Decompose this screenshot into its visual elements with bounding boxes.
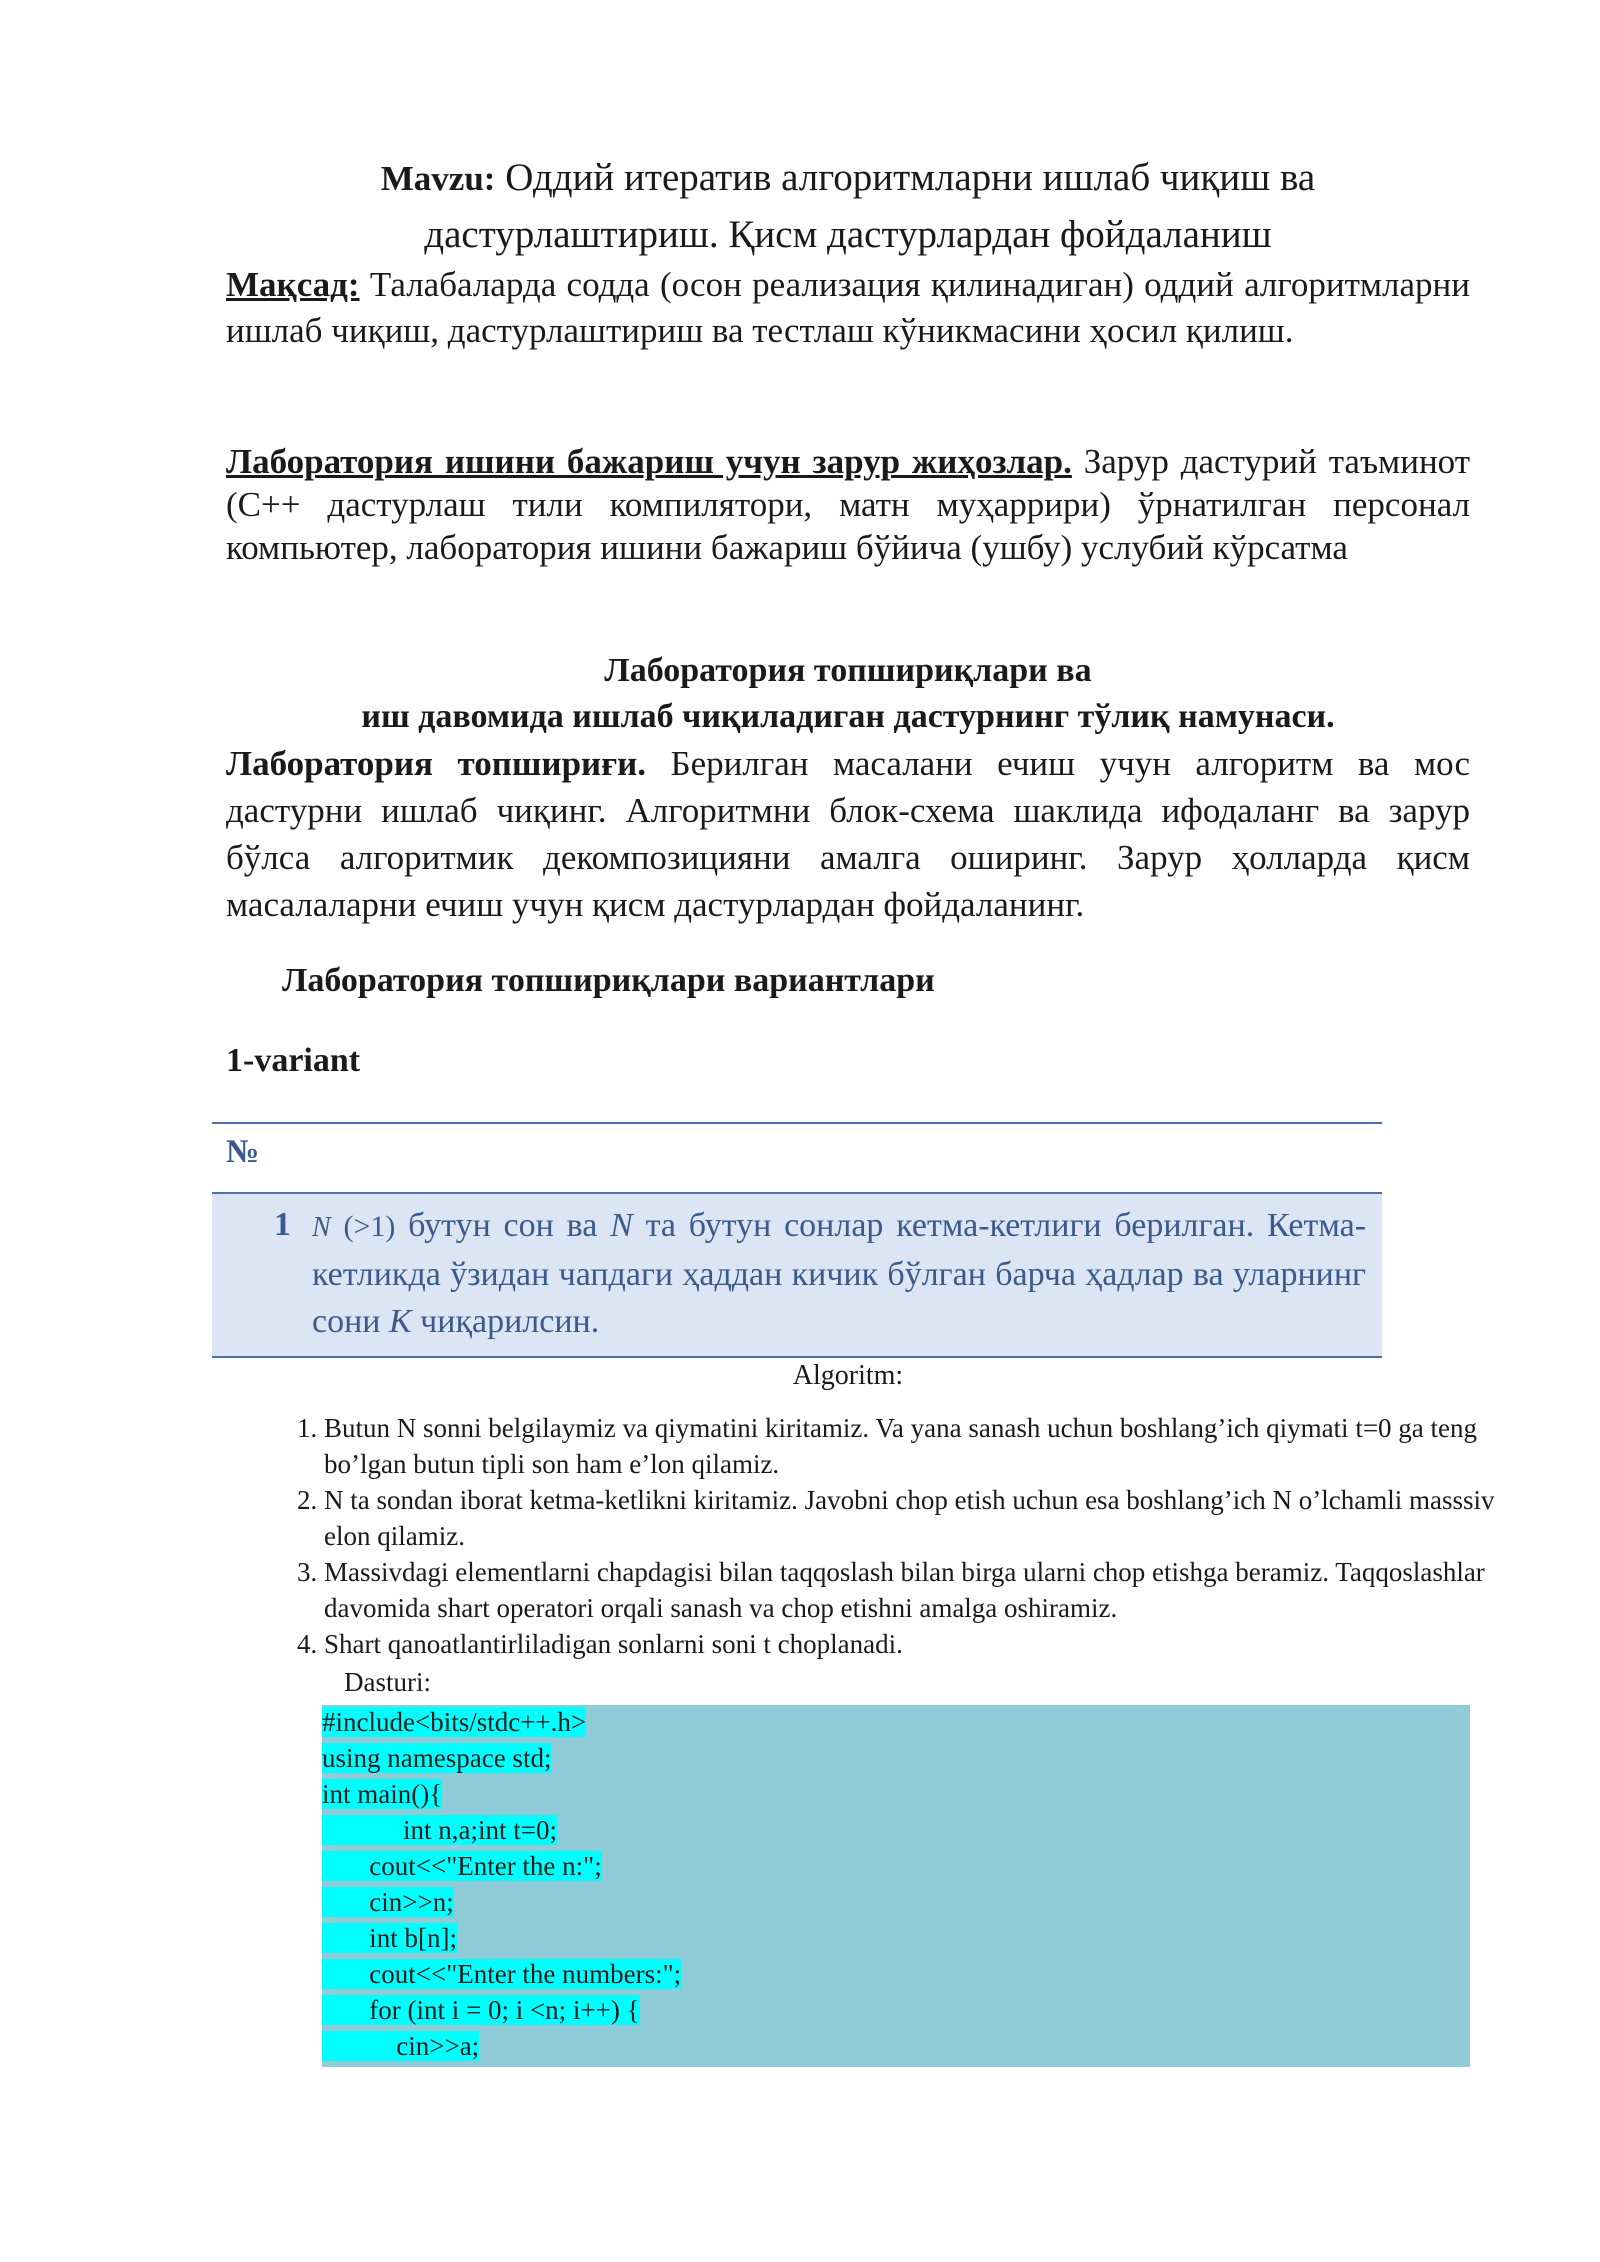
code-line: cin>>a; bbox=[322, 2031, 480, 2061]
code-line: cin>>n; bbox=[322, 1887, 454, 1917]
title-text-1: Оддий итератив алгоритмларни ишлаб чиқиш ва bbox=[505, 156, 1316, 199]
algorithm-steps bbox=[272, 1410, 1524, 1662]
code-line: cout<<"Enter the n:"; bbox=[322, 1851, 602, 1881]
list-item: 4. Shart qanoatlantirliladigan sonlarni soni t choplanadi. bbox=[324, 1626, 1524, 1662]
task-text-c: чиқарилсин. bbox=[420, 1303, 600, 1340]
task-text-b: та бутун сонлар кетма-кетлиги берилган. Кетма-кетликда ўзидан чапдаги ҳаддан кичик бўлган барча ҳадлар ва уларнинг сони bbox=[312, 1207, 1367, 1340]
condition: (>1) bbox=[343, 1210, 396, 1243]
task-table-header bbox=[212, 1122, 1382, 1194]
goal-paragraph bbox=[226, 262, 1470, 354]
task-number: 1 bbox=[274, 1206, 291, 1243]
code-line: int b[n]; bbox=[322, 1923, 457, 1953]
code-line: int main(){ bbox=[322, 1779, 443, 1809]
code-line: cout<<"Enter the numbers:"; bbox=[322, 1959, 682, 1989]
task-table bbox=[212, 1122, 1382, 1358]
code-line: #include<bits/stdc++.h> bbox=[322, 1707, 587, 1737]
table-row bbox=[212, 1194, 1382, 1358]
section-heading-line-2: иш давомида ишлаб чиқиладиган дастурнинг тўлиқ намунаси. bbox=[361, 698, 1335, 735]
var-k: K bbox=[388, 1303, 412, 1340]
variants-heading: Лаборатория топшириқлари вариантлари bbox=[282, 962, 935, 999]
goal-label: Мақсад: bbox=[226, 265, 360, 304]
task-text-a: бутун сон ва bbox=[408, 1207, 598, 1244]
number-column-header: № bbox=[226, 1134, 260, 1170]
code-block bbox=[322, 1705, 1470, 2067]
list-item: 3. Massivdagi elementlarni chapdagisi bilan taqqoslash bilan birga ularni chop etishga beramiz. Taqqoslashlar davomida shart operatori orqali sanash va chop etishni amalga oshiramiz. bbox=[324, 1554, 1524, 1626]
code-line: using namespace std; bbox=[322, 1743, 552, 1773]
assignment-paragraph bbox=[226, 740, 1470, 928]
document-title bbox=[226, 150, 1470, 263]
goal-text: Талабаларда содда (осон реализация қилинадиган) оддий алгоритмларни ишлаб чиқиш, дастурлаштириш ва тестлаш кўникмасини ҳосил қилиш. bbox=[226, 265, 1470, 350]
title-line-1 bbox=[226, 150, 1470, 207]
section-heading-line-1: Лаборатория топшириқлари ва bbox=[604, 652, 1092, 689]
code-line: for (int i = 0; i <n; i++) { bbox=[322, 1995, 640, 2025]
assignment-text: Берилган масалани ечиш учун алгоритм ва мос дастурни ишлаб чиқинг. Алгоритмни блок-схема шаклида ифодаланг ва зарур бўлса алгоритмик декомпозицияни амалга оширинг. Зарур ҳолларда қисм масалаларни ечиш учун қисм дастурлардан фойдаланинг. bbox=[226, 744, 1471, 924]
equipment-text: Зарур дастурий таъминот (C++ дастурлаш тили компилятори, матн муҳаррири) ўрнатилган персонал компьютер, лаборатория ишини бажариш бўйича (ушбу) услубий кўрсатма bbox=[226, 442, 1471, 567]
title-label: Mavzu: bbox=[380, 159, 496, 198]
section-heading bbox=[226, 648, 1470, 740]
var-n-2: N bbox=[610, 1207, 633, 1244]
equipment-paragraph bbox=[226, 440, 1470, 569]
list-item: 1. Butun N sonni belgilaymiz va qiymatini kiritamiz. Va yana sanash uchun boshlang’ich qiymati t=0 ga teng bo’lgan butun tipli son ham e’lon qilamiz. bbox=[324, 1410, 1524, 1482]
equipment-label: Лаборатория ишини бажариш учун зарур жиҳозлар. bbox=[226, 442, 1072, 481]
var-n: N bbox=[312, 1212, 331, 1243]
program-label: Dasturi: bbox=[344, 1667, 431, 1697]
variant-label: 1-variant bbox=[226, 1042, 361, 1079]
code-line: int n,a;int t=0; bbox=[322, 1815, 557, 1845]
assignment-label: Лаборатория топшириғи. bbox=[226, 744, 647, 783]
title-text-2: дастурлаштириш. Қисм дастурлардан фойдаланиш bbox=[424, 213, 1272, 256]
list-item: 2. N ta sondan iborat ketma-ketlikni kiritamiz. Javobni chop etish uchun esa boshlang’ich N o’lchamli masssiv elon qilamiz. bbox=[324, 1482, 1524, 1554]
algorithm-label: Algoritm: bbox=[792, 1360, 904, 1391]
task-text bbox=[312, 1202, 1366, 1345]
